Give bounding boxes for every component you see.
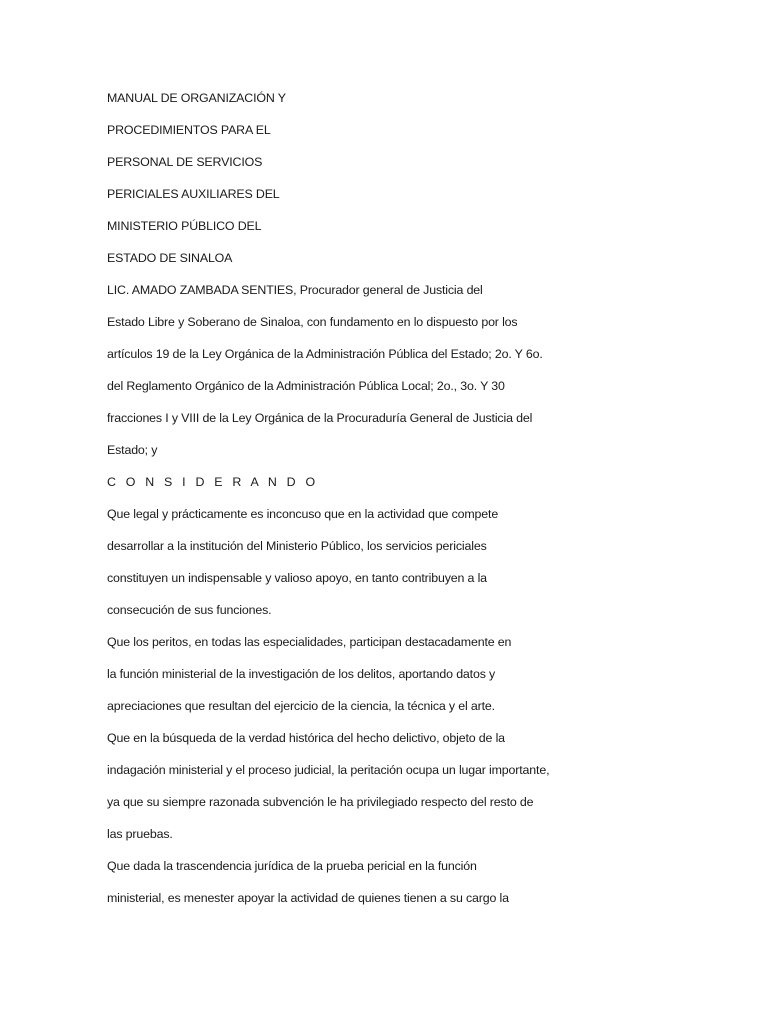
body-line: Que legal y prácticamente es inconcuso que en la actividad que compete xyxy=(107,507,499,521)
body-line: apreciaciones que resultan del ejercicio de la ciencia, la técnica y el arte. xyxy=(107,699,495,713)
preamble-line: LIC. AMADO ZAMBADA SENTIES, Procurador general de Justicia del xyxy=(107,283,483,297)
body-line: constituyen un indispensable y valioso apoyo, en tanto contribuyen a la xyxy=(107,571,487,585)
body-line: Que en la búsqueda de la verdad histórica del hecho delictivo, objeto de la xyxy=(107,731,505,745)
preamble-line: fracciones I y VIII de la Ley Orgánica de la Procuraduría General de Justicia del xyxy=(107,411,533,425)
body-line: ministerial, es menester apoyar la actividad de quienes tienen a su cargo la xyxy=(107,891,509,905)
title-line: PERSONAL DE SERVICIOS xyxy=(107,155,263,169)
body-line: consecución de sus funciones. xyxy=(107,603,272,617)
document-text xyxy=(107,86,727,918)
title-line: MANUAL DE ORGANIZACIÓN Y xyxy=(107,91,286,105)
body-line: las pruebas. xyxy=(107,827,173,841)
title-line: PERICIALES AUXILIARES DEL xyxy=(107,187,280,201)
considerando-heading: C O N S I D E R A N D O xyxy=(107,475,319,489)
preamble-line: del Reglamento Orgánico de la Administración Pública Local; 2o., 3o. Y 30 xyxy=(107,379,505,393)
body-line: desarrollar a la institución del Ministerio Público, los servicios periciales xyxy=(107,539,487,553)
body-line: la función ministerial de la investigación de los delitos, aportando datos y xyxy=(107,667,496,681)
title-line: PROCEDIMIENTOS PARA EL xyxy=(107,123,271,137)
body-line: ya que su siempre razonada subvención le ha privilegiado respecto del resto de xyxy=(107,795,534,809)
preamble-line: Estado; y xyxy=(107,443,158,457)
body-line: indagación ministerial y el proceso judicial, la peritación ocupa un lugar importante, xyxy=(107,763,550,777)
title-line: MINISTERIO PÚBLICO DEL xyxy=(107,219,262,233)
preamble-line: Estado Libre y Soberano de Sinaloa, con fundamento en lo dispuesto por los xyxy=(107,315,518,329)
preamble-line: artículos 19 de la Ley Orgánica de la Administración Pública del Estado; 2o. Y 6o. xyxy=(107,347,543,361)
body-line: Que dada la trascendencia jurídica de la prueba pericial en la función xyxy=(107,859,477,873)
body-line: Que los peritos, en todas las especialidades, participan destacadamente en xyxy=(107,635,512,649)
title-line: ESTADO DE SINALOA xyxy=(107,251,233,265)
